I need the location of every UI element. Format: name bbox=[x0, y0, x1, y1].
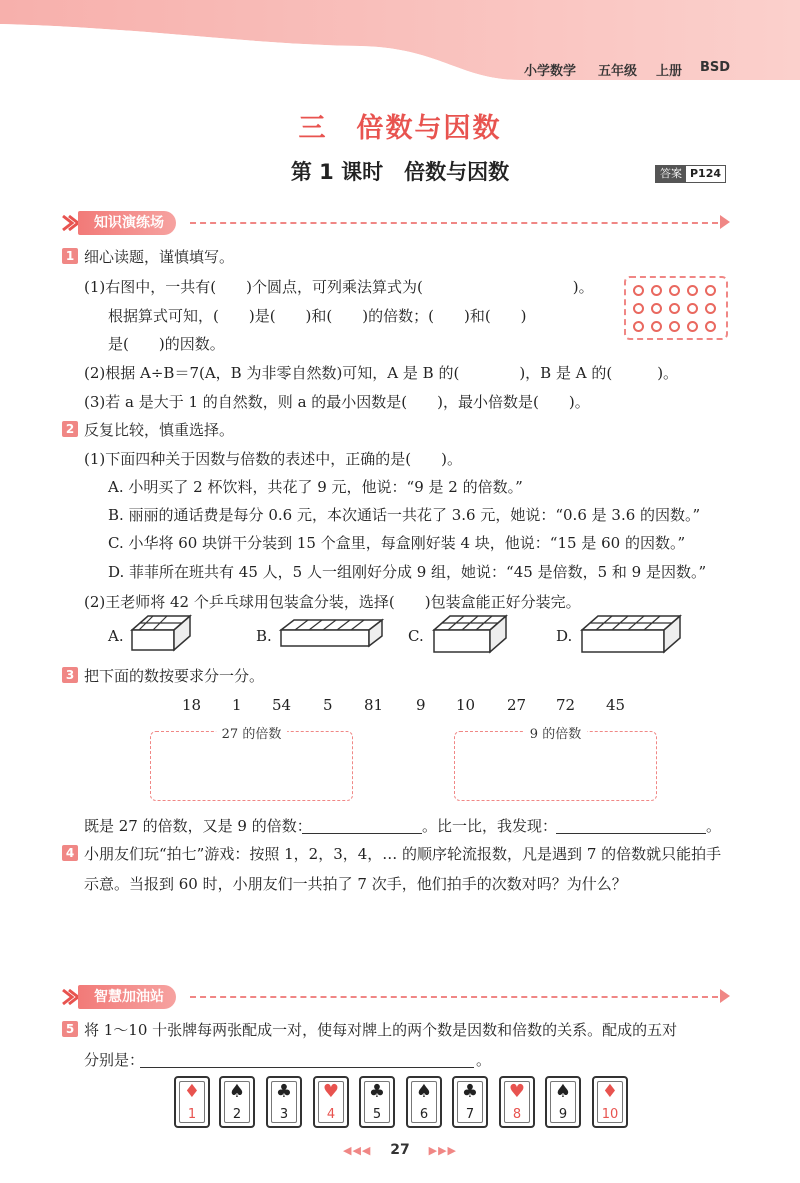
q3-title: 把下面的数按要求分一分。 bbox=[84, 667, 265, 685]
q1-part1-line3: 是( )的因数。 bbox=[108, 335, 225, 353]
dot-array-figure bbox=[624, 276, 728, 340]
number-item: 5 bbox=[323, 696, 333, 714]
banner-divider bbox=[190, 996, 718, 998]
q4-line1: 小朋友们玩“拍七”游戏：按照 1，2，3，4，… 的顺序轮流报数，凡是遇到 7 的倍数就只能拍手 bbox=[84, 845, 722, 863]
card-value: 4 bbox=[326, 1107, 336, 1122]
number-item: 54 bbox=[272, 696, 292, 714]
playing-card bbox=[499, 1076, 535, 1128]
package-box-a-icon bbox=[128, 612, 194, 654]
multiples-of-9-label: 9 的倍数 bbox=[524, 723, 587, 742]
answer-tag-key: 答案 bbox=[656, 166, 686, 182]
playing-card bbox=[406, 1076, 442, 1128]
q1-title: 细心读题，谨慎填写。 bbox=[84, 248, 235, 266]
package-box-c-icon bbox=[430, 612, 510, 656]
box-label-c: C. bbox=[408, 627, 424, 645]
question-badge-5: 5 bbox=[62, 1021, 78, 1037]
number-item: 72 bbox=[556, 696, 576, 714]
q3-common-multiples-prompt: 既是 27 的倍数，又是 9 的倍数： bbox=[84, 817, 312, 835]
q5-line1: 将 1～10 十张牌每两张配成一对，使每对牌上的两个数是因数和倍数的关系。配成的五对 bbox=[84, 1021, 678, 1039]
card-value: 5 bbox=[372, 1107, 382, 1122]
club-icon: ♣ bbox=[461, 1081, 479, 1102]
playing-card bbox=[313, 1076, 349, 1128]
question-badge-1: 1 bbox=[62, 248, 78, 264]
card-value: 1 bbox=[187, 1107, 197, 1122]
q2-part2: (2)王老师将 42 个乒乓球用包装盒分装，选择( )包装盒能正好分装完。 bbox=[84, 593, 581, 611]
q3-line-end: 。 bbox=[706, 817, 722, 835]
banner-divider bbox=[190, 222, 718, 224]
page-number-footer bbox=[0, 1142, 800, 1158]
q1-part3: (3)若 a 是大于 1 的自然数，则 a 的最小因数是( )，最小倍数是( )。 bbox=[84, 393, 590, 411]
answer-tag bbox=[655, 165, 726, 183]
header-volume: 上册 bbox=[656, 64, 683, 79]
number-item: 1 bbox=[232, 696, 242, 714]
multiples-of-27-label: 27 的倍数 bbox=[216, 723, 288, 742]
number-item: 10 bbox=[456, 696, 476, 714]
card-value: 7 bbox=[465, 1107, 475, 1122]
multiples-of-9-box[interactable] bbox=[454, 727, 657, 801]
box-label-a: A. bbox=[108, 627, 124, 645]
arrow-right-icon bbox=[720, 989, 730, 1003]
q2-option-c: C. 小华将 60 块饼干分装到 15 个盒里，每盒刚好装 4 块，他说：“15 是 60 的因数。” bbox=[108, 534, 686, 552]
box-label-d: D. bbox=[556, 627, 573, 645]
spade-icon: ♠ bbox=[554, 1081, 572, 1102]
q1-part2: (2)根据 A÷B＝7(A，B 为非零自然数)可知，A 是 B 的( )，B 是 A 的( )。 bbox=[84, 364, 679, 382]
playing-card bbox=[592, 1076, 628, 1128]
arrows-right-icon: ▶▶▶ bbox=[428, 1144, 457, 1157]
header-grade: 五年级 bbox=[598, 64, 638, 79]
heart-icon: ♥ bbox=[508, 1081, 526, 1102]
section-banner-practice bbox=[60, 210, 730, 236]
page-number: 27 bbox=[390, 1142, 410, 1158]
card-value: 3 bbox=[279, 1107, 289, 1122]
q2-option-b: B. 丽丽的通话费是每分 0.6 元，本次通话一共花了 3.6 元，她说：“0.6 是 3.6 的因数。” bbox=[108, 506, 701, 524]
number-item: 9 bbox=[416, 696, 426, 714]
question-badge-3: 3 bbox=[62, 667, 78, 683]
q2-part1: (1)下面四种关于因数与倍数的表述中，正确的是( )。 bbox=[84, 450, 462, 468]
card-value: 2 bbox=[232, 1107, 242, 1122]
arrows-left-icon: ◀◀◀ bbox=[342, 1144, 372, 1157]
number-item: 45 bbox=[606, 696, 626, 714]
spade-icon: ♠ bbox=[415, 1081, 433, 1102]
question-badge-2: 2 bbox=[62, 421, 78, 437]
section-title-bonus: 智慧加油站 bbox=[78, 985, 176, 1009]
q5-line2: 分别是： bbox=[84, 1051, 145, 1069]
box-label-b: B. bbox=[256, 627, 272, 645]
q1-part1-line2: 根据算式可知，( )是( )和( )的倍数；( )和( ) bbox=[108, 307, 527, 325]
chapter-title: 三 倍数与因数 bbox=[298, 113, 502, 144]
arrow-right-icon bbox=[720, 215, 730, 229]
q2-title: 反复比较，慎重选择。 bbox=[84, 421, 235, 439]
discovery-answer-line[interactable] bbox=[556, 833, 706, 834]
package-box-d-icon bbox=[578, 612, 684, 656]
q4-line2: 示意。当报到 60 时，小朋友们一共拍了 7 次手，他们拍手的次数对吗？为什么？ bbox=[84, 875, 627, 893]
playing-card bbox=[452, 1076, 488, 1128]
common-multiples-answer-line[interactable] bbox=[302, 833, 422, 834]
heart-icon: ♥ bbox=[322, 1081, 340, 1102]
playing-card bbox=[545, 1076, 581, 1128]
question-badge-4: 4 bbox=[62, 845, 78, 861]
club-icon: ♣ bbox=[275, 1081, 293, 1102]
q5-line-end: 。 bbox=[476, 1051, 492, 1069]
header-edition: BSD bbox=[700, 60, 731, 75]
pairs-answer-line[interactable] bbox=[140, 1067, 474, 1068]
number-item: 27 bbox=[507, 696, 527, 714]
section-banner-bonus bbox=[60, 984, 730, 1010]
multiples-of-27-box[interactable] bbox=[150, 727, 353, 801]
number-item: 81 bbox=[364, 696, 384, 714]
q2-option-a: A. 小明买了 2 杯饮料，共花了 9 元，他说：“9 是 2 的倍数。” bbox=[108, 478, 523, 496]
q1-part1-line1: (1)右图中，一共有( )个圆点，可列乘法算式为( )。 bbox=[84, 278, 594, 296]
q2-option-d: D. 菲菲所在班共有 45 人，5 人一组刚好分成 9 组，她说：“45 是倍数，5 和 9 是因数。” bbox=[108, 563, 707, 581]
card-value: 9 bbox=[558, 1107, 568, 1122]
card-value: 6 bbox=[419, 1107, 429, 1122]
card-value: 8 bbox=[512, 1107, 522, 1122]
spade-icon: ♠ bbox=[228, 1081, 246, 1102]
diamond-icon: ♦ bbox=[183, 1081, 201, 1102]
club-icon: ♣ bbox=[368, 1081, 386, 1102]
answer-tag-page: P124 bbox=[686, 166, 725, 182]
package-box-b-icon bbox=[278, 616, 386, 650]
playing-card bbox=[219, 1076, 255, 1128]
number-item: 18 bbox=[182, 696, 202, 714]
lesson-title: 第 1 课时 倍数与因数 bbox=[290, 160, 510, 184]
diamond-icon: ♦ bbox=[601, 1081, 619, 1102]
playing-card bbox=[359, 1076, 395, 1128]
section-title-practice: 知识演练场 bbox=[78, 211, 176, 235]
playing-card bbox=[174, 1076, 210, 1128]
card-value: 10 bbox=[601, 1107, 619, 1122]
q3-discovery-prompt: 。比一比，我发现： bbox=[422, 817, 558, 835]
header-subject: 小学数学 bbox=[524, 64, 577, 79]
playing-card bbox=[266, 1076, 302, 1128]
